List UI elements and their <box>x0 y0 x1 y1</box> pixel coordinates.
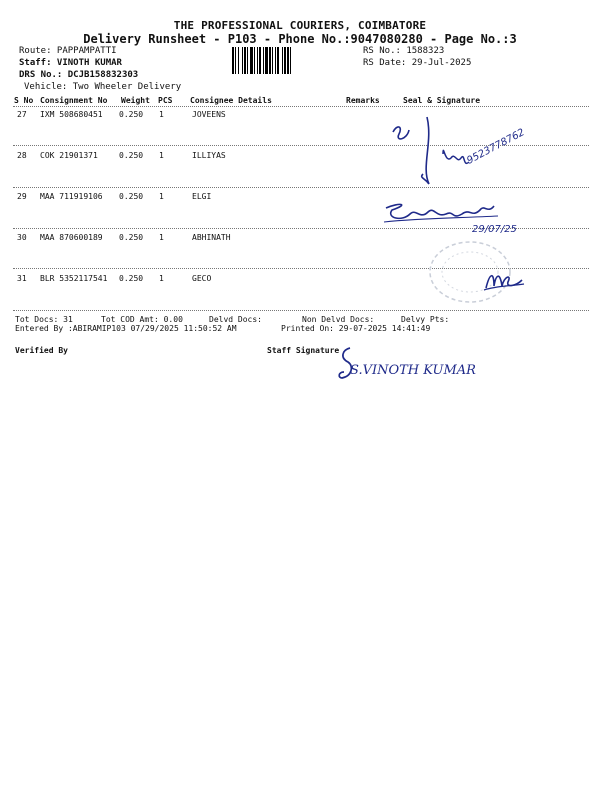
vehicle: Vehicle: Two Wheeler Delivery <box>24 82 182 92</box>
company-name: THE PROFESSIONAL COURIERS, COIMBATORE <box>173 19 427 32</box>
row-consignment: MAA 870600189 <box>40 233 103 242</box>
row-pcs: 1 <box>159 151 164 160</box>
row-divider <box>13 310 589 311</box>
row-consignment: BLR 5352117541 <box>40 274 108 283</box>
printed-on: Printed On: 29-07-2025 14:41:49 <box>281 324 431 333</box>
route: Route: PAPPAMPATTI <box>19 46 117 56</box>
drs-number: DRS No.: DCJB158832303 <box>19 70 139 80</box>
col-remarks: Remarks <box>346 96 380 105</box>
row-sno: 27 <box>17 110 27 119</box>
entered-by: Entered By :ABIRAMIP103 07/29/2025 11:50:52 AM <box>15 324 237 333</box>
non-delivered-docs: Non Delvd Docs: <box>302 315 375 324</box>
row-pcs: 1 <box>159 192 164 201</box>
row-pcs: 1 <box>159 233 164 242</box>
row-sno: 31 <box>17 274 27 283</box>
row-consignee: GECO <box>192 274 212 283</box>
col-pcs: PCS <box>158 96 173 105</box>
total-cod-amount: Tot COD Amt: 0.00 <box>101 315 183 324</box>
col-sno: S No <box>14 96 34 105</box>
row-weight: 0.250 <box>119 192 144 201</box>
verified-by-label: Verified By <box>15 346 68 355</box>
handwritten-initials <box>482 268 528 294</box>
col-consignment: Consignment No <box>40 96 108 105</box>
row-consignment: COK 21901371 <box>40 151 98 160</box>
handwritten-date-note: 29/07/25 <box>472 224 517 235</box>
staff-signature <box>336 342 496 386</box>
row-pcs: 1 <box>159 110 164 119</box>
col-weight: Weight <box>121 96 150 105</box>
row-weight: 0.250 <box>119 233 144 242</box>
row-weight: 0.250 <box>119 151 144 160</box>
handwritten-signature <box>380 196 530 240</box>
runsheet-title: Delivery Runsheet - P103 - Phone No.:9047080280 - Page No.:3 <box>83 32 517 46</box>
row-consignee: JOVEENS <box>192 110 226 119</box>
row-sno: 30 <box>17 233 27 242</box>
col-seal-signature: Seal & Signature <box>403 96 481 105</box>
staff: Staff: VINOTH KUMAR <box>19 58 122 68</box>
handwritten-signature <box>385 112 545 192</box>
row-consignee: ABHINATH <box>192 233 231 242</box>
row-sno: 29 <box>17 192 27 201</box>
row-consignee: ILLIYAS <box>192 151 226 160</box>
header-rule <box>13 106 589 107</box>
row-weight: 0.250 <box>119 274 144 283</box>
row-consignee: ELGI <box>192 192 212 201</box>
staff-signature-label: Staff Signature <box>267 346 340 355</box>
delivered-docs: Delvd Docs: <box>209 315 262 324</box>
row-pcs: 1 <box>159 274 164 283</box>
delivery-points: Delvy Pts: <box>401 315 450 324</box>
handwritten-phone-note: 9523778762 <box>465 127 527 167</box>
rs-number: RS No.: 1588323 <box>363 46 445 56</box>
staff-signature-handwriting: S.VINOTH KUMAR <box>350 363 476 378</box>
col-consignee: Consignee Details <box>190 96 272 105</box>
barcode <box>232 47 355 74</box>
row-sno: 28 <box>17 151 27 160</box>
row-consignment: IXM 508680451 <box>40 110 103 119</box>
row-consignment: MAA 711919106 <box>40 192 103 201</box>
rs-date: RS Date: 29-Jul-2025 <box>363 58 472 68</box>
row-weight: 0.250 <box>119 110 144 119</box>
total-docs: Tot Docs: 31 <box>15 315 73 324</box>
